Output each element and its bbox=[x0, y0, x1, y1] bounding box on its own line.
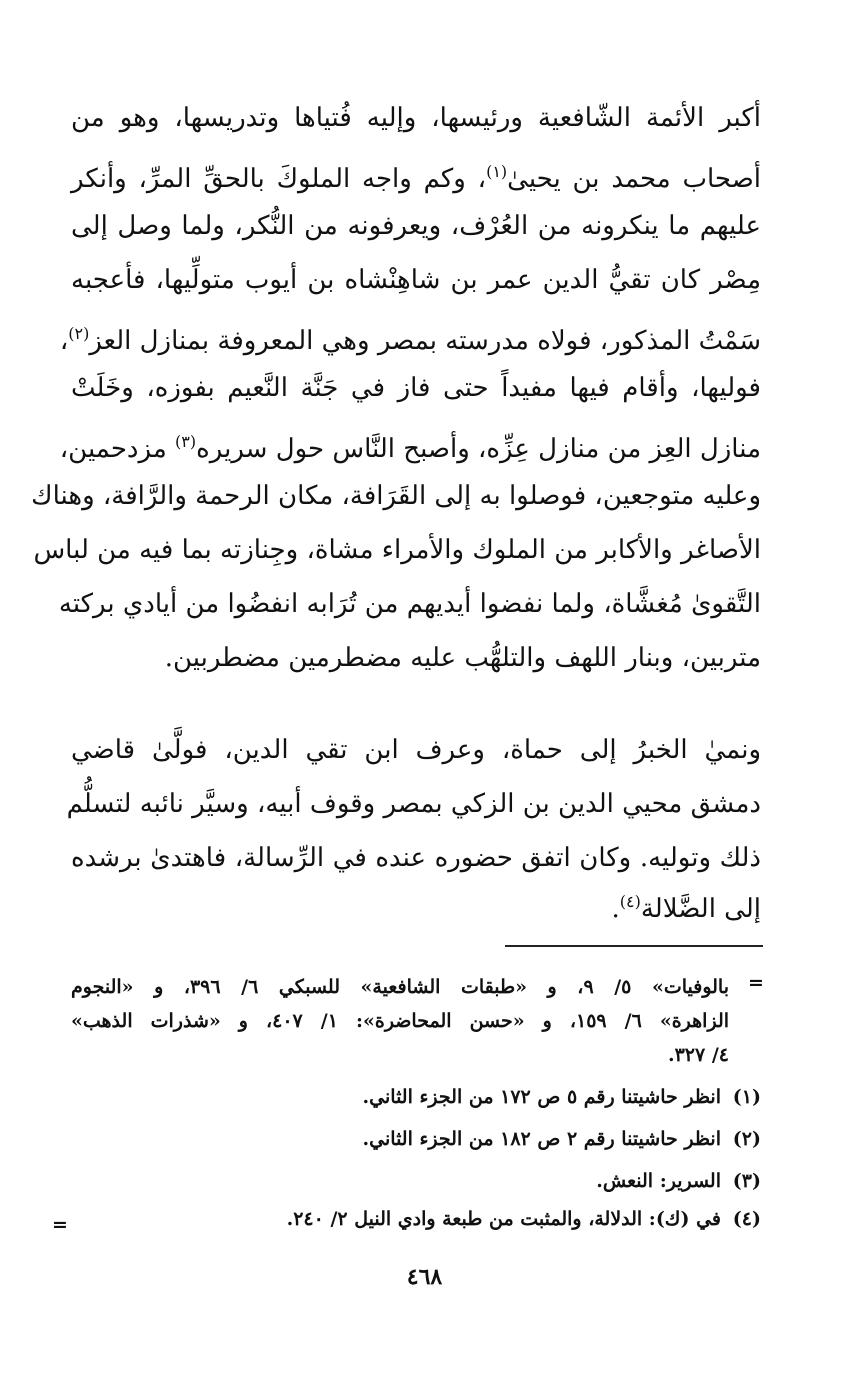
footnote-continuation-line: الزاهرة» ٦/ ١٥٩، و «حسن المحاضرة»: ١/ ٤٠٧، و «شذرات الذهب» bbox=[71, 1010, 730, 1032]
text-segment: ، bbox=[59, 326, 69, 356]
footnote-text: في (ك): الدلالة، والمثبت من طبعة وادي النيل ٢/ ٢٤٠. bbox=[286, 1208, 721, 1230]
footnote-number: (٢) bbox=[732, 1128, 761, 1150]
footnote-text: السرير: النعش. bbox=[596, 1170, 721, 1192]
text-segment: إلى الضَّلالة bbox=[640, 894, 761, 924]
text-line bbox=[59, 422, 761, 469]
footnote-mark: (٢) bbox=[68, 324, 90, 343]
footnote-text: انظر حاشيتنا رقم ٥ ص ١٧٢ من الجزء الثاني. bbox=[362, 1086, 721, 1108]
text-line: دمشق محيي الدين بن الزكي بمصر وقوف أبيه، وسيَّر نائبه لتسلُّم bbox=[66, 789, 761, 819]
footnote-text: انظر حاشيتنا رقم ٢ ص ١٨٢ من الجزء الثاني. bbox=[362, 1128, 721, 1150]
text-segment: أصحاب محمد بن يحيىٰ bbox=[507, 164, 761, 194]
text-segment: منازل العِز من منازل عِزِّه، وأصبح النَّاس حول سريره bbox=[196, 434, 761, 464]
text-line bbox=[59, 314, 761, 361]
footnote-number: (٣) bbox=[732, 1170, 761, 1192]
page-number: ٤٦٨ bbox=[406, 1264, 443, 1290]
footnote-mark: (١) bbox=[486, 162, 508, 181]
footnote-separator bbox=[505, 945, 763, 947]
continuation-marker: = bbox=[748, 972, 764, 994]
footnote-continuation-line: ٤/ ٣٢٧. bbox=[667, 1044, 729, 1066]
text-line: عليهم ما ينكرونه من العُرْف، ويعرفونه من النُّكر، ولما وصل إلى bbox=[71, 211, 761, 241]
text-line: أكبر الأئمة الشّافعية ورئيسها، وإليه فُتياها وتدريسها، وهو من bbox=[71, 103, 761, 133]
text-line: ذلك وتوليه. وكان اتفق حضوره عنده في الرِّسالة، فاهتدىٰ برشده bbox=[71, 843, 761, 873]
footnote-number: (١) bbox=[732, 1086, 761, 1108]
text-segment: ، وكم واجه الملوكَ بالحقِّ المرِّ، وأنكر bbox=[71, 164, 487, 194]
text-segment: مزدحمين، bbox=[59, 434, 176, 464]
text-line bbox=[71, 152, 761, 199]
footnote bbox=[363, 1124, 761, 1154]
footnote-mark: (٣) bbox=[175, 432, 197, 451]
footnote-number: (٤) bbox=[732, 1208, 761, 1230]
text-line: التَّقوىٰ مُغشَّاة، ولما نفضوا أيديهم من تُرَابه انفضُوا من أيادي بركته bbox=[58, 589, 761, 619]
text-line bbox=[611, 882, 761, 929]
footnote-continuation-line: بالوفيات» ٥/ ٩، و «طبقات الشافعية» للسبكي ٦/ ٣٩٦، و «النجوم bbox=[71, 976, 730, 998]
text-line: ونميٰ الخبرُ إلى حماة، وعرف ابن تقي الدين، فولَّىٰ قاضي bbox=[71, 735, 761, 765]
footnote bbox=[596, 1166, 761, 1196]
text-segment: سَمْتُ المذكور، فولاه مدرسته بمصر وهي المعروفة بمنازل العز bbox=[89, 326, 761, 356]
footnote bbox=[363, 1082, 761, 1112]
continued-marker: = bbox=[52, 1214, 68, 1236]
text-line: متربين، وبنار اللهف والتلهُّب عليه مضطرمين مضطربين. bbox=[164, 643, 761, 673]
text-line: فوليها، وأقام فيها مفيداً حتى فاز في جَنَّة النَّعيم بفوزه، وخَلَتْ bbox=[71, 373, 761, 403]
text-line: وعليه متوجعين، فوصلوا به إلى القَرَافة، مكان الرحمة والرَّافة، وهناك bbox=[31, 481, 761, 511]
text-line: الأصاغر والأكابر من الملوك والأمراء مشاة، وجِنازته بما فيه من لباس bbox=[33, 535, 761, 565]
text-segment: . bbox=[611, 894, 620, 924]
footnote-mark: (٤) bbox=[619, 892, 641, 911]
footnote bbox=[287, 1204, 761, 1234]
text-line: مِصْر كان تقيُّ الدين عمر بن شاهِنْشاه بن أيوب متولِّيها، فأعجبه bbox=[71, 265, 761, 295]
